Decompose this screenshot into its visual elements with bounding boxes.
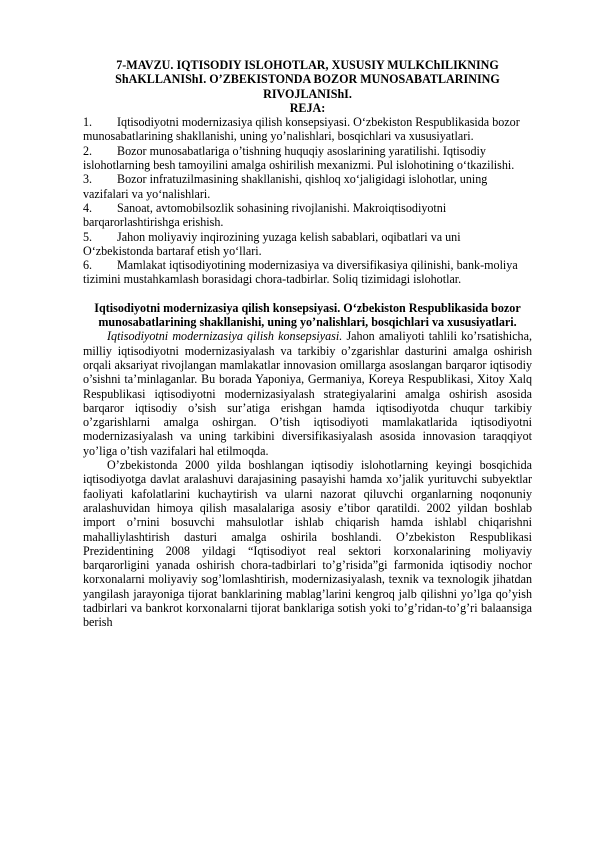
plan-item-text: Bozor munosabatlariga o’tishning huquqiy asoslarining yaratilishi. Iqtisodiy islohotlarning besh tamoyilini amalga oshirilish mexanizmi. Pul islohotining o‘tkazilishi.: [83, 143, 515, 173]
plan-item: [83, 258, 532, 287]
plan-item: [83, 172, 532, 201]
plan-item: [83, 144, 532, 173]
plan-item: [83, 201, 532, 230]
plan-item-text: Jahon moliyaviy inqirozining yuzaga kelish sabablari, oqibatlari va uni O‘zbekistonda bartaraf etish yo‘llari.: [83, 229, 461, 258]
plan-item: [83, 230, 532, 259]
body-paragraph: O’zbekistonda 2000 yilda boshlangan iqtisodiy islohotlarning keyingi bosqichida iqtisodiyotga davlat aralashuvi darajasining pasayishi hamda xo’jalik yurituvchi subyektlar faoliyati kafolatlarini kuchaytirish va ularni nazorat qiluvchi organlarning noqonuniy aralashuvidan himoya qilish masalalariga asosiy e’tibor qaratildi. 2002 yildan boshlab import o’rnini bosuvchi mahsulotlar ishlab chiqarish hamda ishlabl chiqarishni mahalliylashtirish dasturi amalga oshirila boshlandi. O’zbekiston Respublikasi Prezidentining 2008 yildagi “Iqtisodiyot real sektori korxonalarining moliyaviy barqarorligini yanada oshirish chora-tadbirlari to’g’risida”gi farmonida iqtisodiy nochor korxonalarni moliyaviy sog’lomlashtirish, modernizasiyalash, texnik va texnologik jihatdan yangilash jarayoniga tijorat banklarining mablag’larini kengroq jalb qilishni yo’lga qo’yish tadbirlari va bankrot korxonalarni tijorat banklariga sotish yoki to’g’ridan-to’g’ri balaansiga berish: [83, 458, 532, 630]
plan-item-number: 4.: [83, 200, 93, 215]
plan-item-text: Iqtisodiyotni modernizasiya qilish konsepsiyasi. O‘zbekiston Respublikasida bozor munosabatlarining shakllanishi, uning yo’nalishlari, bosqichlari va xususiyatlari.: [83, 115, 520, 144]
document-title: 7-MAVZU. IQTISODIY ISLOHOTLAR, XUSUSIY MULKChILIKNING ShAKLLANIShI. O’ZBEKISTONDA BOZOR MUNOSABATLARINING RIVOJLANIShI.: [115, 58, 500, 101]
plan-item-number: 2.: [83, 143, 93, 158]
plan-item-number: 1.: [83, 115, 93, 130]
plan-item-text: Bozor infratuzilmasining shakllanishi, qishloq xo‘jaligidagi islohotlar, uning vazifalari va yo‘nalishlari.: [83, 172, 488, 201]
plan-item-number: 3.: [83, 172, 93, 187]
section-heading: Iqtisodiyotni modernizasiya qilish konsepsiyasi. O‘zbekiston Respublikasida bozor munosabatlarining shakllanishi, uning yo’nalishlari, bosqichlari va xususiyatlari.: [94, 300, 521, 330]
document-page: [83, 58, 532, 630]
plan-list: [83, 115, 532, 287]
plan-label: REJA:: [289, 100, 326, 115]
plan-item-number: 5.: [83, 229, 93, 244]
plan-item-text: Sanoat, avtomobilsozlik sohasining rivojlanishi. Makroiqtisodiyotni barqarorlashtirishga erishish.: [83, 200, 447, 230]
plan-item-number: 6.: [83, 258, 93, 273]
plan-item: [83, 115, 532, 144]
body-paragraph: [83, 329, 532, 458]
paragraph-lead: Iqtisodiyotni modernizasiya qilish konsepsiyasi.: [107, 329, 343, 344]
plan-item-text: Mamlakat iqtisodiyotining modernizasiya va diversifikasiya qilinishi, bank-moliya tizimini mustahkamlash borasidagi chora-tadbirlar. Soliq tizimidagi islohotlar.: [83, 258, 518, 287]
paragraph-text: Jahon amaliyoti tahlili ko’rsatishicha, milliy iqtisodiyotni modernizasiyalash va tarkibiy o’zgarishlar dasturini amalga oshirish orqali aksariyat rivojlangan mamlakatlar innovasion omillarga asoslangan barqaror iqtisodiy o’sishni ta’minlaganlar. Bu borada Yaponiya, Germaniya, Koreya Respublikasi, Xitoy Xalq Respublikasi iqtisodiyotni modernizasiyalash strategiyalarini amalga oshirish asosida barqaror iqtisodiy o’sish sur’atiga erishgan hamda iqtisodiyotda chuqur tarkibiy o’zgarishlarni amalga oshirgan. O’tish iqtisodiyoti mamlakatlarida iqtisodiyotni modernizasiyalash va uning tarkibini diversifikasiyalash asosida innovasion taraqqiyot yo’liga o’tish vazifalari hal etilmoqda.: [83, 329, 532, 458]
